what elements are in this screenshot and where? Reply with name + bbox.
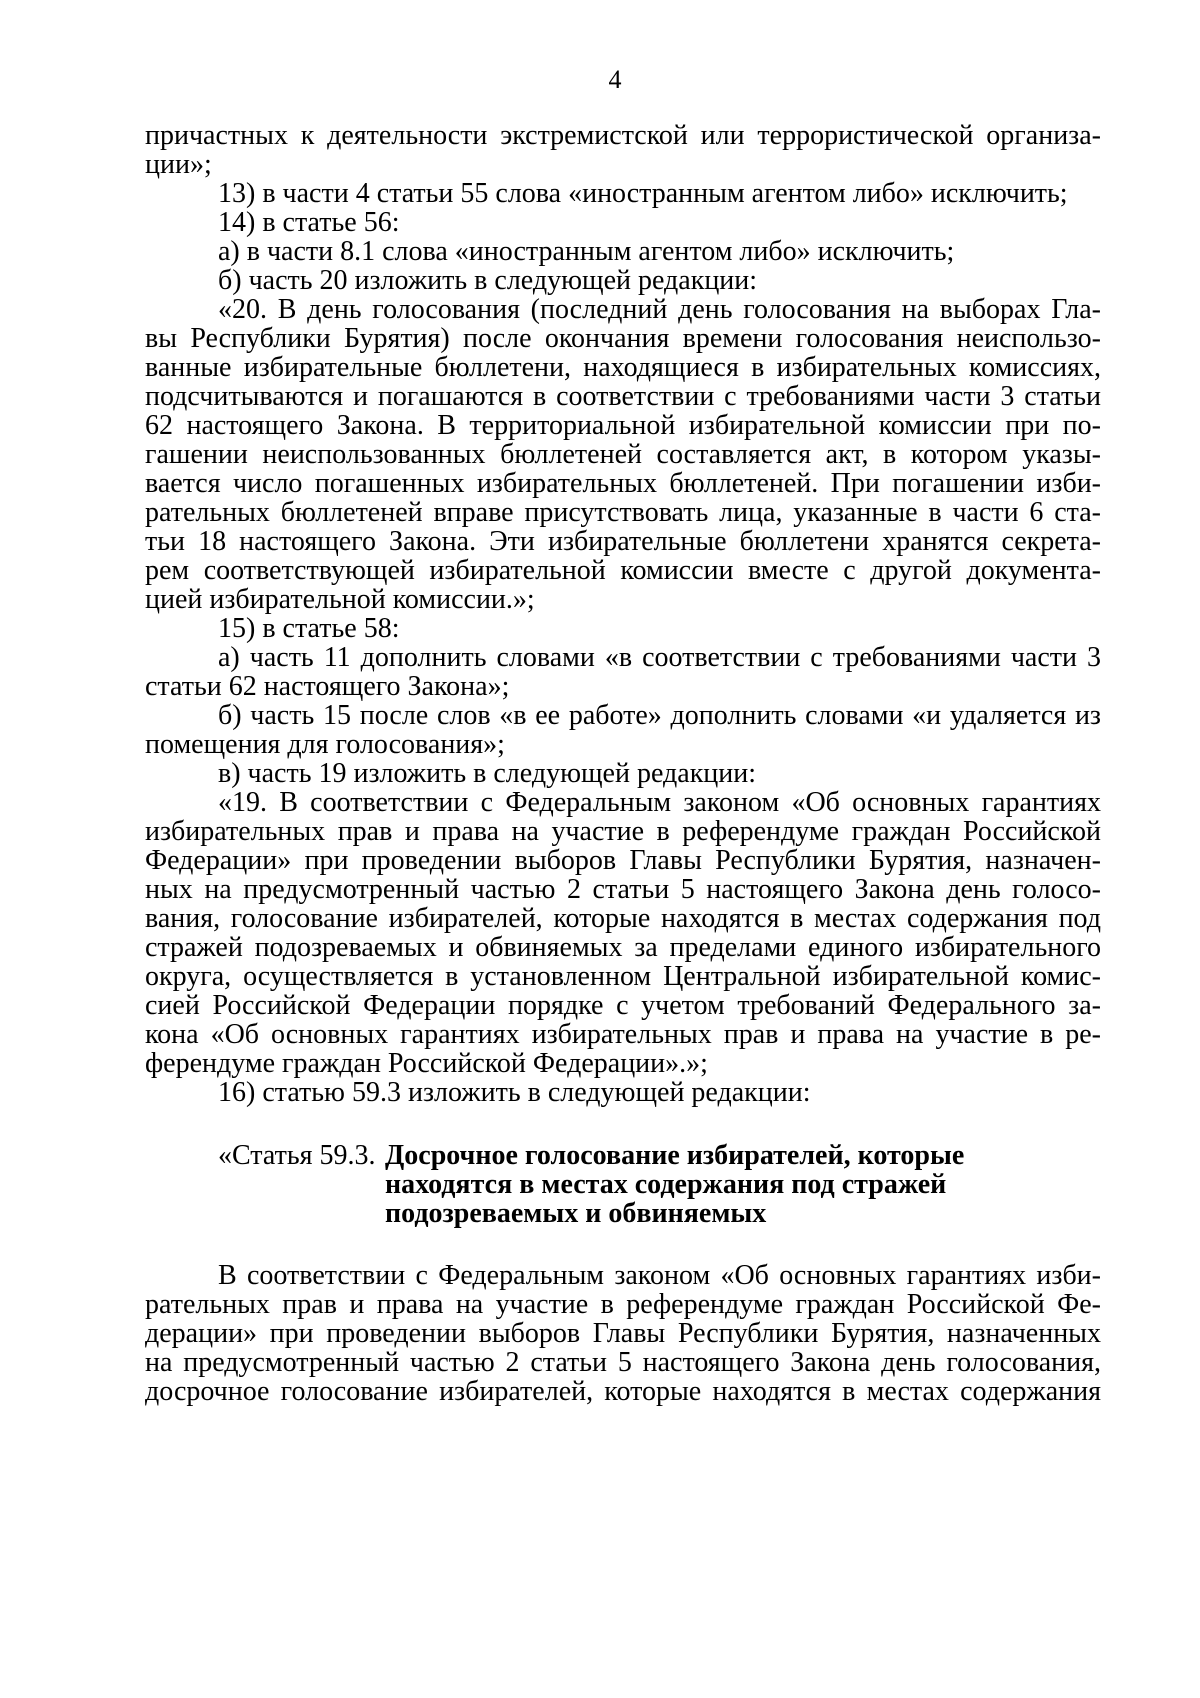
text-line: в) часть 19 изложить в следующей редакции:: [218, 758, 757, 789]
text-line: 16) статью 59.3 изложить в следующей редакции:: [218, 1077, 811, 1108]
text-line: 15) в статье 58:: [218, 613, 400, 644]
text-line: гашении неиспользованных бюллетеней составляется акт, в котором указы-: [145, 439, 1101, 470]
text-line: Федерации» при проведении выборов Главы Республики Бурятия, назначен-: [145, 845, 1101, 876]
text-line: сией Российской Федерации порядке с учетом требований Федерального за-: [145, 990, 1101, 1021]
text-line: «20. В день голосования (последний день голосования на выборах Гла-: [218, 294, 1101, 325]
text-line: 62 настоящего Закона. В территориальной избирательной комиссии при по-: [145, 410, 1101, 441]
text-line: б) часть 15 после слов «в ее работе» дополнить словами «и удаляется из: [218, 700, 1101, 731]
text-line: В соответствии с Федеральным законом «Об основных гарантиях изби-: [218, 1260, 1101, 1291]
text-line: на предусмотренный частью 2 статьи 5 настоящего Закона день голосования,: [145, 1347, 1101, 1378]
text-line: вается число погашенных избирательных бюллетеней. При погашении изби-: [145, 468, 1101, 499]
text-line: кона «Об основных гарантиях избирательных прав и права на участие в ре-: [145, 1019, 1101, 1050]
article-title-line: подозреваемых и обвиняемых: [385, 1198, 767, 1229]
text-line: вы Республики Бурятия) после окончания времени голосования неиспользо-: [145, 323, 1101, 354]
text-line: подсчитываются и погашаются в соответствии с требованиями части 3 статьи: [145, 381, 1101, 412]
text-line: а) часть 11 дополнить словами «в соответствии с требованиями части 3: [218, 642, 1101, 673]
text-line: избирательных прав и права на участие в референдуме граждан Российской: [145, 816, 1101, 847]
article-title-line: Досрочное голосование избирателей, которые: [385, 1140, 965, 1171]
text-line: причастных к деятельности экстремистской или террористической организа-: [145, 120, 1101, 151]
text-line: помещения для голосования»;: [145, 729, 505, 760]
text-line: «19. В соответствии с Федеральным законом «Об основных гарантиях: [218, 787, 1101, 818]
text-line: ферендуме граждан Российской Федерации».»;: [145, 1048, 708, 1079]
text-line: стражей подозреваемых и обвиняемых за пределами единого избирательного: [145, 932, 1101, 963]
text-line: б) часть 20 изложить в следующей редакции:: [218, 265, 758, 296]
text-line: ванные избирательные бюллетени, находящиеся в избирательных комиссиях,: [145, 352, 1101, 383]
text-line: дерации» при проведении выборов Главы Республики Бурятия, назначенных: [145, 1318, 1101, 1349]
page-number: 4: [608, 65, 622, 94]
text-line: рем соответствующей избирательной комиссии вместе с другой документа-: [145, 555, 1101, 586]
text-line: ции»;: [145, 149, 212, 180]
text-line: цией избирательной комиссии.»;: [145, 584, 535, 615]
text-line: рательных бюллетеней вправе присутствовать лица, указанные в части 6 ста-: [145, 497, 1101, 528]
text-line: тьи 18 настоящего Закона. Эти избирательные бюллетени хранятся секрета-: [145, 526, 1101, 557]
text-line: досрочное голосование избирателей, которые находятся в местах содержания: [145, 1376, 1101, 1407]
text-line: ных на предусмотренный частью 2 статьи 5 настоящего Закона день голосо-: [145, 874, 1101, 905]
article-title-line: находятся в местах содержания под стражей: [385, 1169, 947, 1200]
text-line: 13) в части 4 статьи 55 слова «иностранным агентом либо» исключить;: [218, 178, 1068, 209]
text-line: рательных прав и права на участие в референдуме граждан Российской Фе-: [145, 1289, 1101, 1320]
text-line: вания, голосование избирателей, которые находятся в местах содержания под: [145, 903, 1101, 934]
text-line: статьи 62 настоящего Закона»;: [145, 671, 510, 702]
text-line: 14) в статье 56:: [218, 207, 400, 238]
text-line: а) в части 8.1 слова «иностранным агентом либо» исключить;: [218, 236, 955, 267]
text-line: округа, осуществляется в установленном Центральной избирательной комис-: [145, 961, 1101, 992]
article-prefix: «Статья 59.3.: [218, 1140, 376, 1171]
